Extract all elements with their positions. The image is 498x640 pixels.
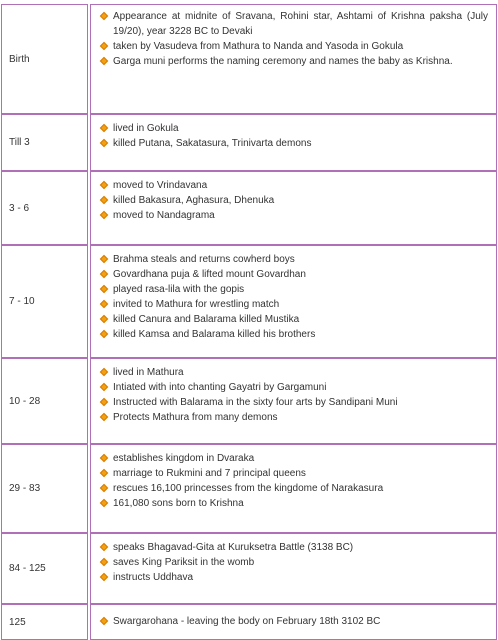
event-item (101, 395, 488, 410)
event-text: lived in Gokula (113, 123, 179, 134)
event-text: marriage to Rukmini and 7 principal queens (113, 468, 306, 479)
age-cell: 3 - 6 (1, 171, 88, 245)
event-text: lived in Mathura (113, 367, 184, 378)
event-text: rescues 16,100 princesses from the kingdome of Narakasura (113, 483, 384, 494)
timeline-row (0, 4, 498, 114)
orange-diamond-icon (100, 368, 108, 376)
orange-diamond-icon (100, 484, 108, 492)
orange-diamond-icon (100, 211, 108, 219)
event-text: Intiated with into chanting Gayatri by Gargamuni (113, 382, 327, 393)
event-item (101, 555, 488, 570)
timeline-row (0, 533, 498, 604)
events-cell (90, 533, 497, 604)
event-item (101, 252, 488, 267)
event-text: Protects Mathura from many demons (113, 412, 278, 423)
event-text: Swargarohana - leaving the body on February 18th 3102 BC (113, 616, 381, 627)
timeline-row (0, 444, 498, 533)
event-text: speaks Bhagavad-Gita at Kuruksetra Battle (3138 BC) (113, 542, 354, 553)
event-item (101, 193, 488, 208)
age-cell: Birth (1, 4, 88, 114)
orange-diamond-icon (100, 42, 108, 50)
orange-diamond-icon (100, 139, 108, 147)
orange-diamond-icon (100, 270, 108, 278)
orange-diamond-icon (100, 469, 108, 477)
event-text: saves King Pariksit in the womb (113, 557, 255, 568)
event-item (101, 208, 488, 223)
orange-diamond-icon (100, 124, 108, 132)
age-cell: 125 (1, 604, 88, 640)
orange-diamond-icon (100, 413, 108, 421)
event-item (101, 282, 488, 297)
orange-diamond-icon (100, 499, 108, 507)
timeline-row (0, 604, 498, 640)
events-cell (90, 358, 497, 444)
event-item (101, 327, 488, 342)
event-item (101, 365, 488, 380)
event-item (101, 451, 488, 466)
event-item (101, 121, 488, 136)
event-text: Appearance at midnite of Sravana, Rohini star, Ashtami of Krishna paksha (July 19/20), year 3228 BC to Devaki (113, 11, 488, 37)
orange-diamond-icon (100, 300, 108, 308)
event-text: Garga muni performs the naming ceremony and names the baby as Krishna. (113, 56, 453, 67)
event-text: killed Canura and Balarama killed Mustika (113, 314, 300, 325)
events-cell (90, 171, 497, 245)
event-text: taken by Vasudeva from Mathura to Nanda and Yasoda in Gokula (113, 41, 404, 52)
orange-diamond-icon (100, 398, 108, 406)
timeline-row (0, 171, 498, 245)
events-cell (90, 444, 497, 533)
event-item (101, 9, 488, 39)
event-text: moved to Nandagrama (113, 210, 215, 221)
event-text: establishes kingdom in Dvaraka (113, 453, 255, 464)
age-cell: 7 - 10 (1, 245, 88, 358)
event-text: 161,080 sons born to Krishna (113, 498, 244, 509)
event-item (101, 496, 488, 511)
event-item (101, 380, 488, 395)
event-text: Govardhana puja & lifted mount Govardhan (113, 269, 306, 280)
orange-diamond-icon (100, 181, 108, 189)
event-text: invited to Mathura for wrestling match (113, 299, 280, 310)
event-text: killed Bakasura, Aghasura, Dhenuka (113, 195, 275, 206)
event-item (101, 39, 488, 54)
orange-diamond-icon (100, 285, 108, 293)
events-cell (90, 4, 497, 114)
event-text: Instructed with Balarama in the sixty four arts by Sandipani Muni (113, 397, 398, 408)
event-item (101, 297, 488, 312)
event-text: instructs Uddhava (113, 572, 194, 583)
event-item (101, 466, 488, 481)
event-item (101, 410, 488, 425)
orange-diamond-icon (100, 558, 108, 566)
orange-diamond-icon (100, 196, 108, 204)
events-cell (90, 245, 497, 358)
event-item (101, 178, 488, 193)
timeline-row (0, 358, 498, 444)
orange-diamond-icon (100, 454, 108, 462)
event-item (101, 54, 488, 69)
event-item (101, 267, 488, 282)
events-cell (90, 604, 497, 640)
orange-diamond-icon (100, 57, 108, 65)
event-text: killed Kamsa and Balarama killed his brothers (113, 329, 316, 340)
age-cell: Till 3 (1, 114, 88, 171)
orange-diamond-icon (100, 543, 108, 551)
orange-diamond-icon (100, 573, 108, 581)
event-item (101, 570, 488, 585)
event-item (101, 312, 488, 327)
age-cell: 10 - 28 (1, 358, 88, 444)
event-item (101, 136, 488, 151)
orange-diamond-icon (100, 330, 108, 338)
orange-diamond-icon (100, 12, 108, 20)
event-text: killed Putana, Sakatasura, Trinivarta demons (113, 138, 312, 149)
event-text: moved to Vrindavana (113, 180, 208, 191)
event-text: played rasa-lila with the gopis (113, 284, 245, 295)
orange-diamond-icon (100, 315, 108, 323)
orange-diamond-icon (100, 617, 108, 625)
age-cell: 29 - 83 (1, 444, 88, 533)
timeline-row (0, 245, 498, 358)
event-item (101, 481, 488, 496)
event-item (101, 540, 488, 555)
age-cell: 84 - 125 (1, 533, 88, 604)
event-text: Brahma steals and returns cowherd boys (113, 254, 295, 265)
event-item (101, 614, 488, 629)
timeline-row (0, 114, 498, 171)
orange-diamond-icon (100, 383, 108, 391)
events-cell (90, 114, 497, 171)
orange-diamond-icon (100, 255, 108, 263)
